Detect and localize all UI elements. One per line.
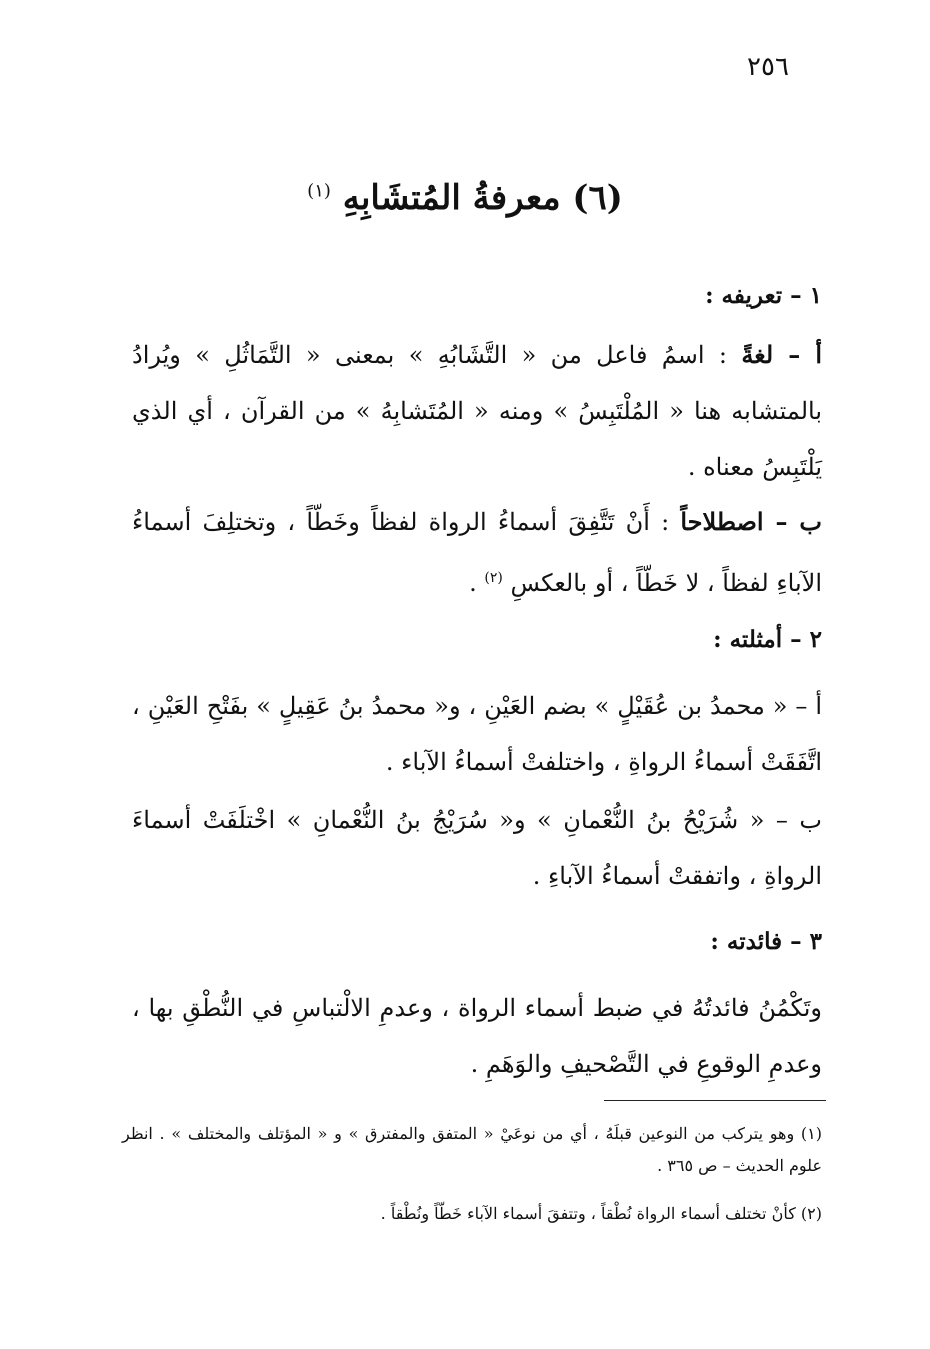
- chapter-title-text: (٦) معرفةُ المُتشَابِهِ: [342, 178, 623, 218]
- example-a: أ – « محمدُ بن عُقَيْلٍ » بضم العَيْنِ ، و« محمدُ بنُ عَقِيلٍ » بفَتْحِ العَيْنِ ، اتَّفَقَتْ أسماءُ الرواةِ ، واختلفتْ أسماءُ الآباء .: [132, 692, 822, 776]
- footnote-2: (٢) كأنْ تختلف أسماء الرواة نُطْقاً ، وتتفقَ أسماء الآباء خَطّاً ونُطْقاً .: [380, 1204, 822, 1223]
- footnote-1: (١) وهو يتركب من النوعين قبلَهُ ، أي من نوعَيْ « المتفق والمفترق » و « المؤتلف والمختلف » . انظر علوم الحديث – ص ٣٦٥ .: [122, 1124, 822, 1175]
- page-number: ٢٥٦: [747, 52, 789, 82]
- definition-technical-label: ب – اصطلاحاً: [680, 507, 822, 536]
- definition-technical-tail: .: [469, 569, 485, 597]
- chapter-title: [0, 178, 930, 218]
- footnote-divider: [604, 1100, 826, 1101]
- benefit-text: وتَكْمُنُ فائدتُهُ في ضبط أسماء الرواة ، وعدمِ الالْتباسِ في النُّطْقِ بها ، وعدمِ الوقوعِ في التَّصْحيفِ والوَهَمِ .: [132, 994, 822, 1078]
- section-heading-examples: ٢ – أمثلته :: [713, 626, 822, 653]
- definition-technical: [132, 494, 822, 611]
- definition-linguistic-text: : اسمُ فاعل من « التَّشَابُهِ » بمعنى « التَّمَاثُلِ » ويُرادُ بالمتشابه هنا « المُلْتَبِسُ » ومنه « المُتَشابِهُ » من القرآن ، أي الذي يَلْتَبِسُ معناه .: [132, 341, 822, 481]
- definition-footnote-ref: (٢): [484, 570, 503, 586]
- definition-linguistic-label: أ – لغةً: [741, 340, 823, 369]
- title-footnote-ref: (١): [307, 180, 331, 202]
- definition-linguistic: [132, 327, 822, 495]
- example-b: ب – « شُرَيْحُ بنُ النُّعْمانِ » و« سُرَيْجُ بنُ النُّعْمانِ » اخْتلَفَتْ أسماءَ الرواةِ ، واتفقتْ أسماءُ الآباءِ .: [132, 806, 822, 890]
- section-heading-definition: ١ – تعريفه :: [705, 282, 822, 309]
- definition-technical-text: : أَنْ تَتَّفِقَ أسماءُ الرواة لفظاً وخَطّاً ، وتختلِفَ أسماءُ الآباءِ لفظاً ، لا خَطّاً ، أو بالعكسِ: [132, 508, 822, 597]
- section-heading-benefit: ٣ – فائدته :: [710, 928, 822, 955]
